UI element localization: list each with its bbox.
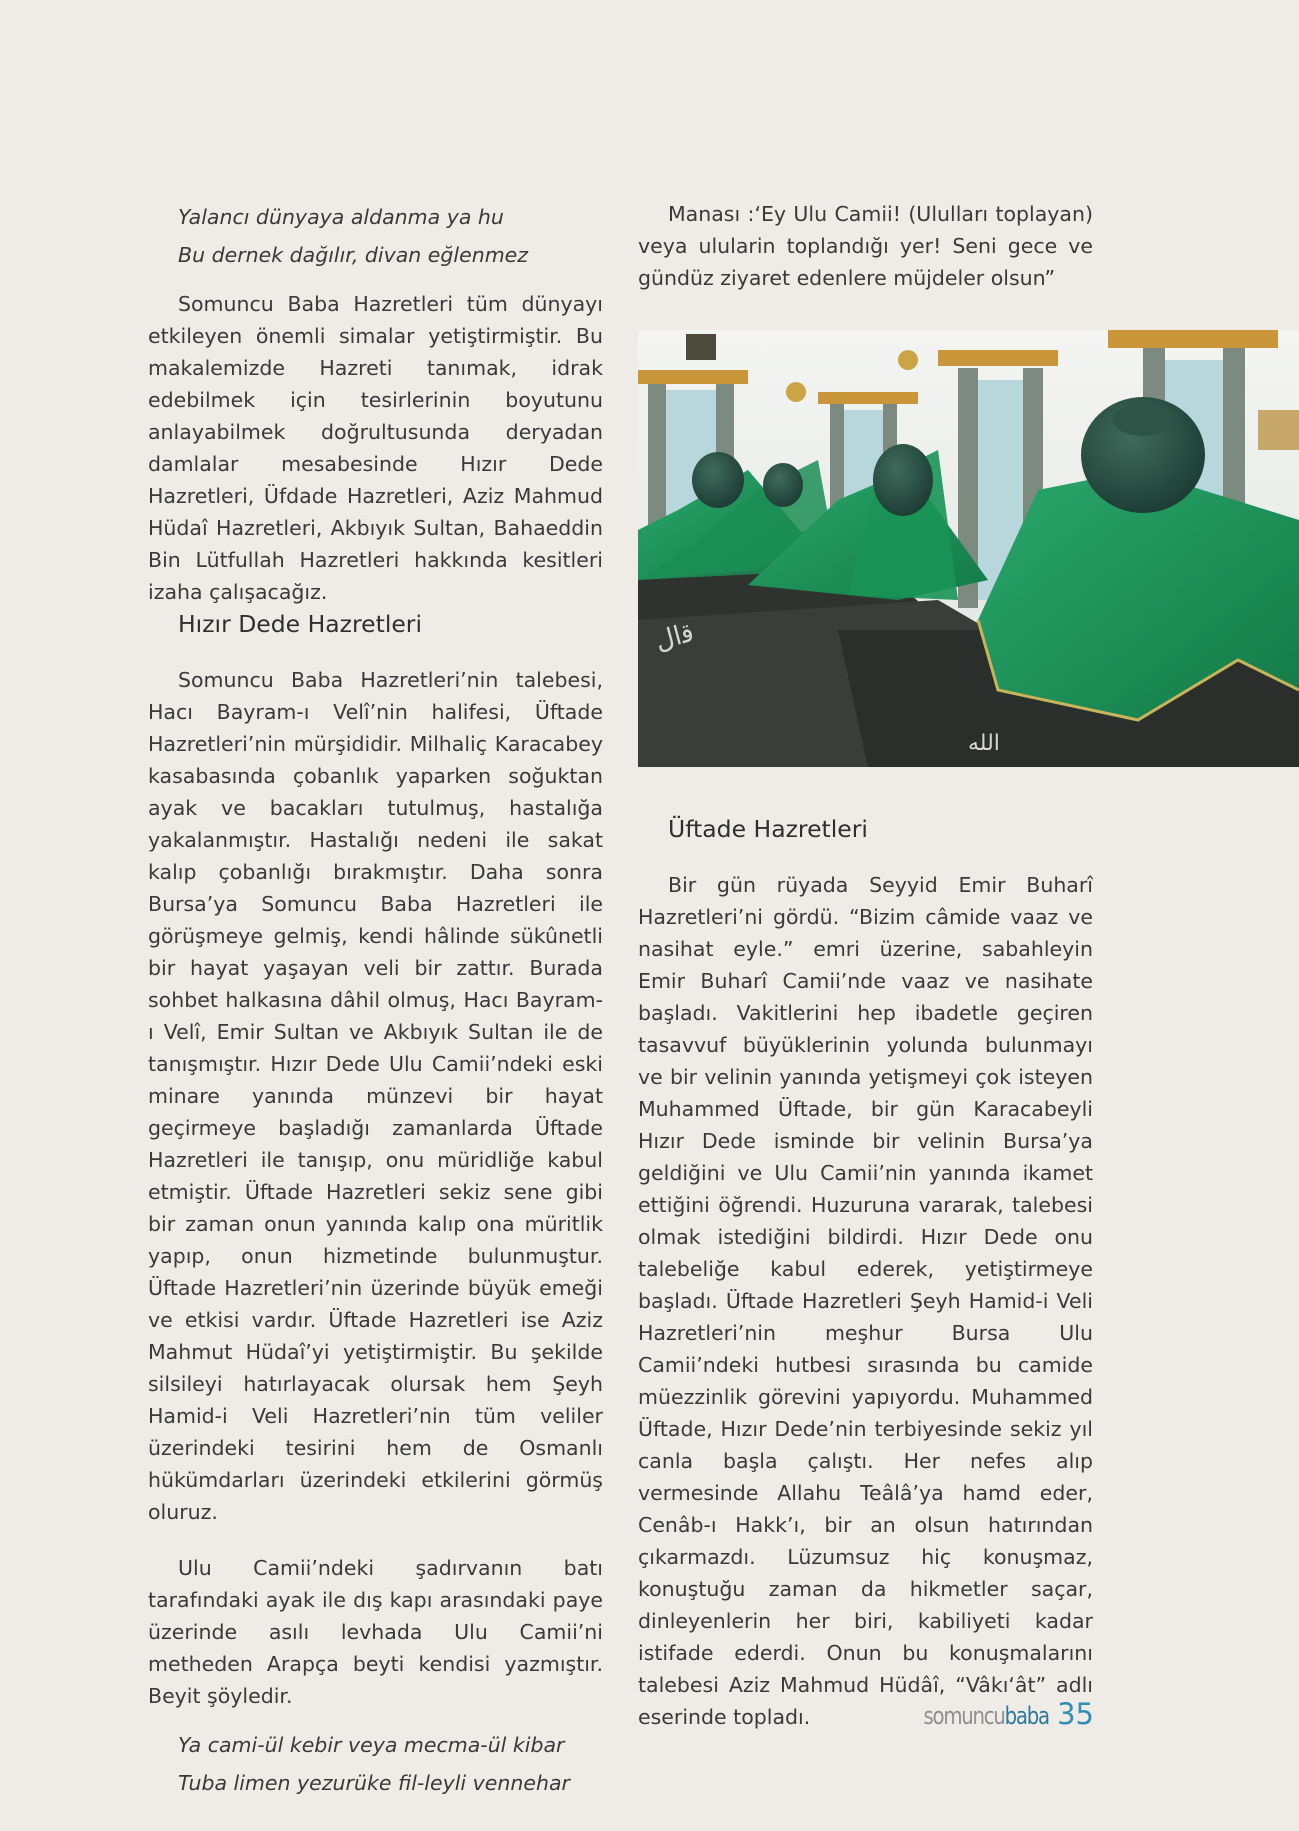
- tombs-photo: [638, 330, 1299, 767]
- verse-line: Yalancı dünyaya aldanma ya hu: [178, 205, 504, 229]
- verse-line: Tuba limen yezurüke fil-leyli vennehar: [178, 1771, 570, 1795]
- tombs-photo-illustration: [638, 330, 1299, 767]
- meaning-paragraph: Manası :‘Ey Ulu Camii! (Ululları toplayan) veya ulularin toplandığı yer! Seni gece ve gündüz ziyaret edenlere müjdeler olsun”: [638, 202, 1093, 290]
- left-column: [148, 198, 603, 1802]
- brand-logo-part-b: baba: [1004, 1702, 1050, 1730]
- brand-logo-part-a: somuncu: [923, 1702, 1005, 1730]
- right-column: [638, 198, 1093, 1733]
- page-footer: [896, 1697, 1094, 1731]
- brand-logo: [924, 1702, 1049, 1730]
- svg-text:ﻗﺍﻝ: ﻗﺍﻝ: [652, 617, 698, 657]
- body-paragraph: Somuncu Baba Hazretleri’nin talebesi, Hacı Bayram-ı Velî’nin halifesi, Üftade Hazretleri’nin mürşididir. Milhaliç Karacabey kasabasında çobanlık yaparken soğuktan ayak ve bacakları tutulmuş, hastalığa yakalanmıştır. Hastalığı nedeni ile sakat kalıp çobanlığı bırakmıştır. Daha sonra Bursa’ya Somuncu Baba Hazretleri ile görüşmeye gelmiş, kendi hâlinde sükûnetli bir hayat yaşayan veli bir zattır. Burada sohbet halkasına dâhil olmuş, Hacı Bayram-ı Velî, Emir Sultan ve Akbıyık Sultan ile de tanışmıştır. Hızır Dede Ulu Camii’ndeki eski minare yanında münzevi bir hayat geçirmeye başladığı zamanlarda Üftade Hazretleri ile tanışıp, onu müridliğe kabul etmiştir. Üftade Hazretleri sekiz sene gibi bir zaman onun yanında kalıp ona müritlik yapıp, onun hizmetinde bulunmuştur. Üftade Hazretleri’nin üzerinde büyük emeği ve etkisi vardır. Üftade Hazretleri ise Aziz Mahmut Hüdaî’yi yetiştirmiştir. Bu şekilde silsileyi hatırlayacak olursak hem Şeyh Hamid-i Veli Hazretleri’nin tüm veliler üzerindeki tesirini hem de Osmanlı hükümdarları üzerindeki etkilerini görmüş oluruz.: [148, 668, 603, 1524]
- section-heading-uftade: Üftade Hazretleri: [668, 815, 868, 843]
- section-heading-hizir-dede: Hızır Dede Hazretleri: [178, 610, 422, 638]
- intro-paragraph: Somuncu Baba Hazretleri tüm dünyayı etkileyen önemli simalar yetiştirmiştir. Bu makalemizde Hazreti tanımak, idrak edebilmek için tesirlerinin boyutunu anlayabilmek doğrultusunda deryadan damlalar mesabesinde Hızır Dede Hazretleri, Üfdade Hazretleri, Aziz Mahmud Hüdaî Hazretleri, Akbıyık Sultan, Bahaeddin Bin Lütfullah Hazretleri hakkında kesitleri izaha çalışacağız.: [148, 292, 603, 604]
- verse-line: Bu dernek dağılır, divan eğlenmez: [178, 243, 529, 267]
- page-number: 35: [1057, 1697, 1094, 1731]
- svg-text:ﺍﻟﻠﻪ: ﺍﻟﻠﻪ: [968, 731, 1000, 756]
- verse-line: Ya cami-ül kebir veya mecma-ül kibar: [178, 1733, 565, 1757]
- body-paragraph: Ulu Camii’ndeki şadırvanın batı tarafındaki ayak ile dış kapı arasındaki paye üzerinde asılı levhada Ulu Camii’ni metheden Arapça beyti kendisi yazmıştır. Beyit şöyledir.: [148, 1556, 603, 1708]
- body-paragraph: Bir gün rüyada Seyyid Emir Buharî Hazretleri’ni gördü. “Bizim câmide vaaz ve nasihat eyle.” emri üzerine, sabahleyin Emir Buharî Camii’nde vaaz ve nasihate başladı. Vakitlerini hep ibadetle geçiren tasavvuf büyüklerinin yolunda bulunmayı ve bir velinin yanında yetişmeyi çok isteyen Muhammed Üftade, bir gün Karacabeyli Hızır Dede isminde bir velinin Bursa’ya geldiğini ve Ulu Camii’nin yanında ikamet ettiğini öğrendi. Huzuruna vararak, talebesi olmak istediğini bildirdi. Hızır Dede onu talebeliğe kabul ederek, yetiştirmeye başladı. Üftade Hazretleri Şeyh Hamid-i Veli Hazretleri’nin meşhur Bursa Ulu Camii’ndeki hutbesi sırasında bu camide müezzinlik görevini yapıyordu. Muhammed Üftade, Hızır Dede’nin terbiyesinde sekiz yıl canla başla çalıştı. Her nefes alıp vermesinde Allahu Teâlâ’ya hamd eder, Cenâb-ı Hakk’ı, bir an olsun hatırından çıkarmazdı. Lüzumsuz hiç konuşmaz, konuştuğu zaman da hikmetler saçar, dinleyenlerin her biri, kabiliyeti kadar istifade ederdi. Onun bu konuşmalarını talebesi Aziz Mahmud Hüdâî, “Vâkı‘ât” adlı eserinde topladı.: [638, 873, 1093, 1729]
